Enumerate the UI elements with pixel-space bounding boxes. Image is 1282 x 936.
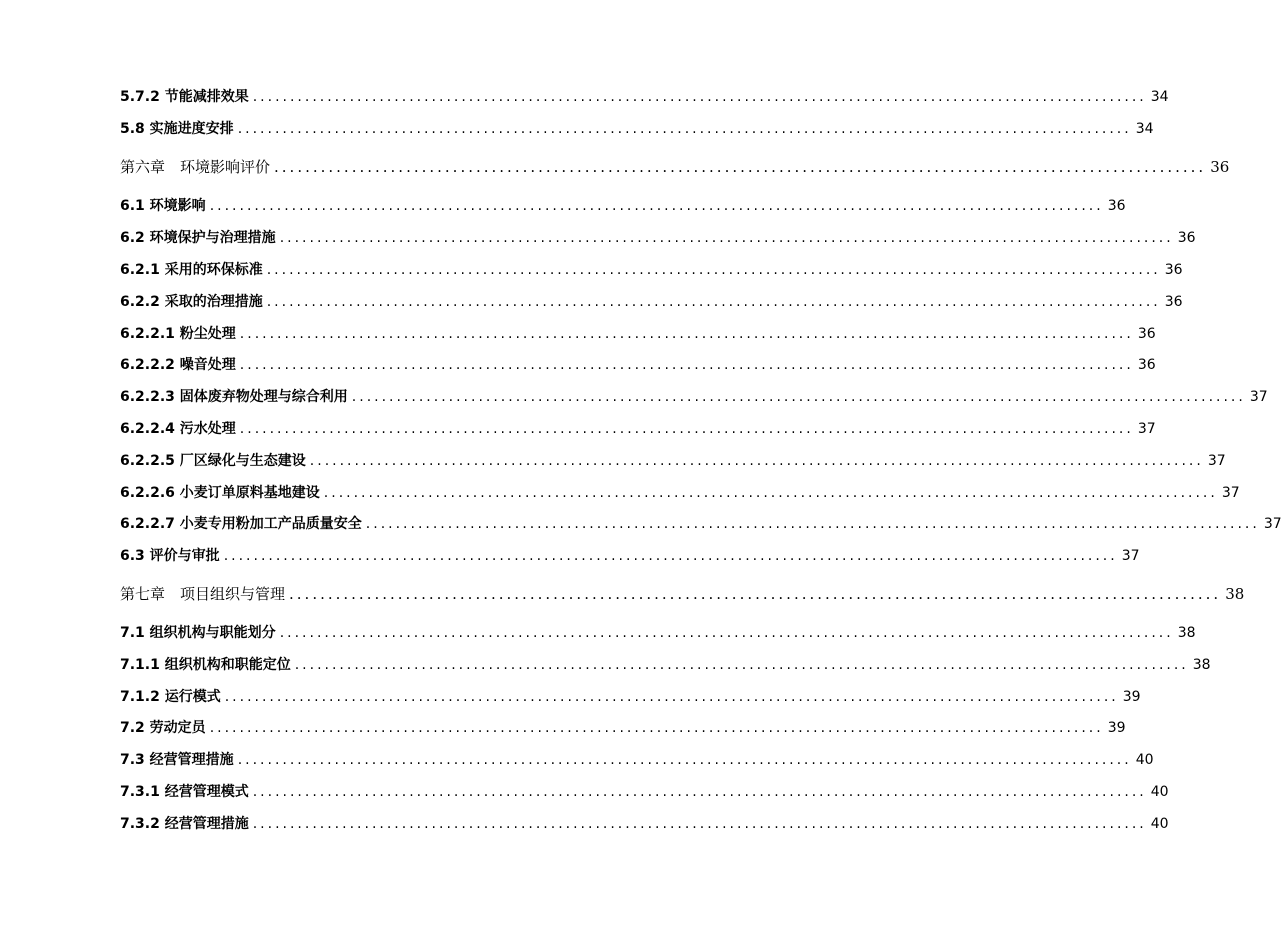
toc-entry[interactable] bbox=[120, 225, 1196, 246]
toc-chapter-entry[interactable] bbox=[120, 155, 1230, 176]
toc-entry-page: 34 bbox=[1150, 89, 1169, 105]
toc-entry-title: 5.7.2 节能减排效果 bbox=[120, 89, 249, 105]
toc-entry-title: 6.2.2.3 固体废弃物处理与综合利用 bbox=[120, 389, 348, 405]
dot-leader: ........................................................................................................................ bbox=[239, 421, 1134, 437]
toc-entry-page: 36 bbox=[1177, 230, 1196, 246]
dot-leader: ........................................................................................................................ bbox=[323, 485, 1218, 501]
toc-entry-page: 36 bbox=[1137, 357, 1156, 373]
toc-entry-page: 39 bbox=[1107, 720, 1126, 736]
toc-entry-page: 38 bbox=[1177, 625, 1196, 641]
toc-entry[interactable] bbox=[120, 652, 1211, 673]
toc-chapter-entry[interactable] bbox=[120, 582, 1245, 603]
toc-entry[interactable] bbox=[120, 543, 1140, 564]
toc-entry-title: 7.1 组织机构与职能划分 bbox=[120, 625, 276, 641]
dot-leader: ........................................................................................................................ bbox=[223, 548, 1118, 564]
toc-entry-title: 7.2 劳动定员 bbox=[120, 720, 206, 736]
toc-entry-title: 第七章 项目组织与管理 bbox=[120, 585, 286, 603]
toc-entry-page: 37 bbox=[1121, 548, 1140, 564]
toc-entry-title: 5.8 实施进度安排 bbox=[120, 121, 234, 137]
dot-leader: ........................................................................................................................ bbox=[252, 784, 1147, 800]
toc-entry[interactable] bbox=[120, 480, 1240, 501]
toc-entry-title: 6.2.2.4 污水处理 bbox=[120, 421, 236, 437]
toc-entry[interactable] bbox=[120, 257, 1183, 278]
dot-leader: ........................................................................................................................ bbox=[351, 389, 1246, 405]
toc-entry[interactable] bbox=[120, 715, 1126, 736]
toc-entry-page: 36 bbox=[1137, 326, 1156, 342]
toc-entry-title: 6.1 环境影响 bbox=[120, 198, 206, 214]
toc-entry-title: 7.1.1 组织机构和职能定位 bbox=[120, 657, 291, 673]
toc-entry-page: 37 bbox=[1221, 485, 1240, 501]
toc-entry[interactable] bbox=[120, 779, 1169, 800]
toc-entry-page: 39 bbox=[1122, 689, 1141, 705]
toc-entry[interactable] bbox=[120, 116, 1154, 137]
toc-entry[interactable] bbox=[120, 289, 1183, 310]
toc-entry-title: 第六章 环境影响评价 bbox=[120, 158, 271, 176]
toc-entry[interactable] bbox=[120, 384, 1268, 405]
toc-entry[interactable] bbox=[120, 352, 1156, 373]
toc-entry-title: 7.3 经营管理措施 bbox=[120, 752, 234, 768]
toc-entry-page: 37 bbox=[1137, 421, 1156, 437]
toc-entry-page: 36 bbox=[1107, 198, 1126, 214]
dot-leader: ........................................................................................................................ bbox=[252, 89, 1147, 105]
dot-leader: ........................................................................................................................ bbox=[365, 516, 1260, 532]
toc-entry[interactable] bbox=[120, 193, 1126, 214]
dot-leader: ........................................................................................................................ bbox=[239, 326, 1134, 342]
dot-leader: ........................................................................................................................ bbox=[274, 158, 1207, 176]
toc-entry-page: 36 bbox=[1164, 262, 1183, 278]
toc-entry-title: 6.2.2.5 厂区绿化与生态建设 bbox=[120, 453, 306, 469]
toc-entry-page: 34 bbox=[1135, 121, 1154, 137]
toc-entry-page: 36 bbox=[1164, 294, 1183, 310]
toc-entry-page: 36 bbox=[1210, 158, 1230, 176]
toc-entry[interactable] bbox=[120, 448, 1226, 469]
dot-leader: ........................................................................................................................ bbox=[209, 720, 1104, 736]
toc-entry-title: 7.3.1 经营管理模式 bbox=[120, 784, 249, 800]
toc-entry-title: 6.2 环境保护与治理措施 bbox=[120, 230, 276, 246]
toc-entry-title: 6.2.2 采取的治理措施 bbox=[120, 294, 263, 310]
dot-leader: ........................................................................................................................ bbox=[279, 625, 1174, 641]
toc-entry-title: 7.3.2 经营管理措施 bbox=[120, 816, 249, 832]
dot-leader: ........................................................................................................................ bbox=[266, 262, 1161, 278]
dot-leader: ........................................................................................................................ bbox=[279, 230, 1174, 246]
toc-entry-title: 6.2.2.7 小麦专用粉加工产品质量安全 bbox=[120, 516, 362, 532]
toc-entry[interactable] bbox=[120, 620, 1196, 641]
dot-leader: ........................................................................................................................ bbox=[252, 816, 1147, 832]
toc-entry-page: 38 bbox=[1192, 657, 1211, 673]
toc-entry-title: 7.1.2 运行模式 bbox=[120, 689, 221, 705]
dot-leader: ........................................................................................................................ bbox=[294, 657, 1189, 673]
dot-leader: ........................................................................................................................ bbox=[237, 752, 1132, 768]
toc-entry-page: 40 bbox=[1150, 816, 1169, 832]
toc-entry-page: 37 bbox=[1207, 453, 1226, 469]
toc-entry-page: 40 bbox=[1135, 752, 1154, 768]
toc-entry[interactable] bbox=[120, 511, 1282, 532]
toc-entry[interactable] bbox=[120, 747, 1154, 768]
dot-leader: ........................................................................................................................ bbox=[309, 453, 1204, 469]
toc-entry-title: 6.2.1 采用的环保标准 bbox=[120, 262, 263, 278]
toc-entry-title: 6.3 评价与审批 bbox=[120, 548, 220, 564]
dot-leader: ........................................................................................................................ bbox=[289, 585, 1222, 603]
toc-entry[interactable] bbox=[120, 811, 1169, 832]
toc-entry[interactable] bbox=[120, 684, 1141, 705]
toc-entry[interactable] bbox=[120, 321, 1156, 342]
dot-leader: ........................................................................................................................ bbox=[224, 689, 1119, 705]
toc-entry-title: 6.2.2.1 粉尘处理 bbox=[120, 326, 236, 342]
dot-leader: ........................................................................................................................ bbox=[209, 198, 1104, 214]
toc-entry-title: 6.2.2.2 噪音处理 bbox=[120, 357, 236, 373]
toc-entry-title: 6.2.2.6 小麦订单原料基地建设 bbox=[120, 485, 320, 501]
toc-entry[interactable] bbox=[120, 84, 1169, 105]
toc-entry-page: 40 bbox=[1150, 784, 1169, 800]
dot-leader: ........................................................................................................................ bbox=[266, 294, 1161, 310]
toc-entry-page: 37 bbox=[1249, 389, 1268, 405]
dot-leader: ........................................................................................................................ bbox=[237, 121, 1132, 137]
dot-leader: ........................................................................................................................ bbox=[239, 357, 1134, 373]
toc-entry-page: 37 bbox=[1263, 516, 1282, 532]
toc-entry-page: 38 bbox=[1225, 585, 1245, 603]
toc-entry[interactable] bbox=[120, 416, 1156, 437]
